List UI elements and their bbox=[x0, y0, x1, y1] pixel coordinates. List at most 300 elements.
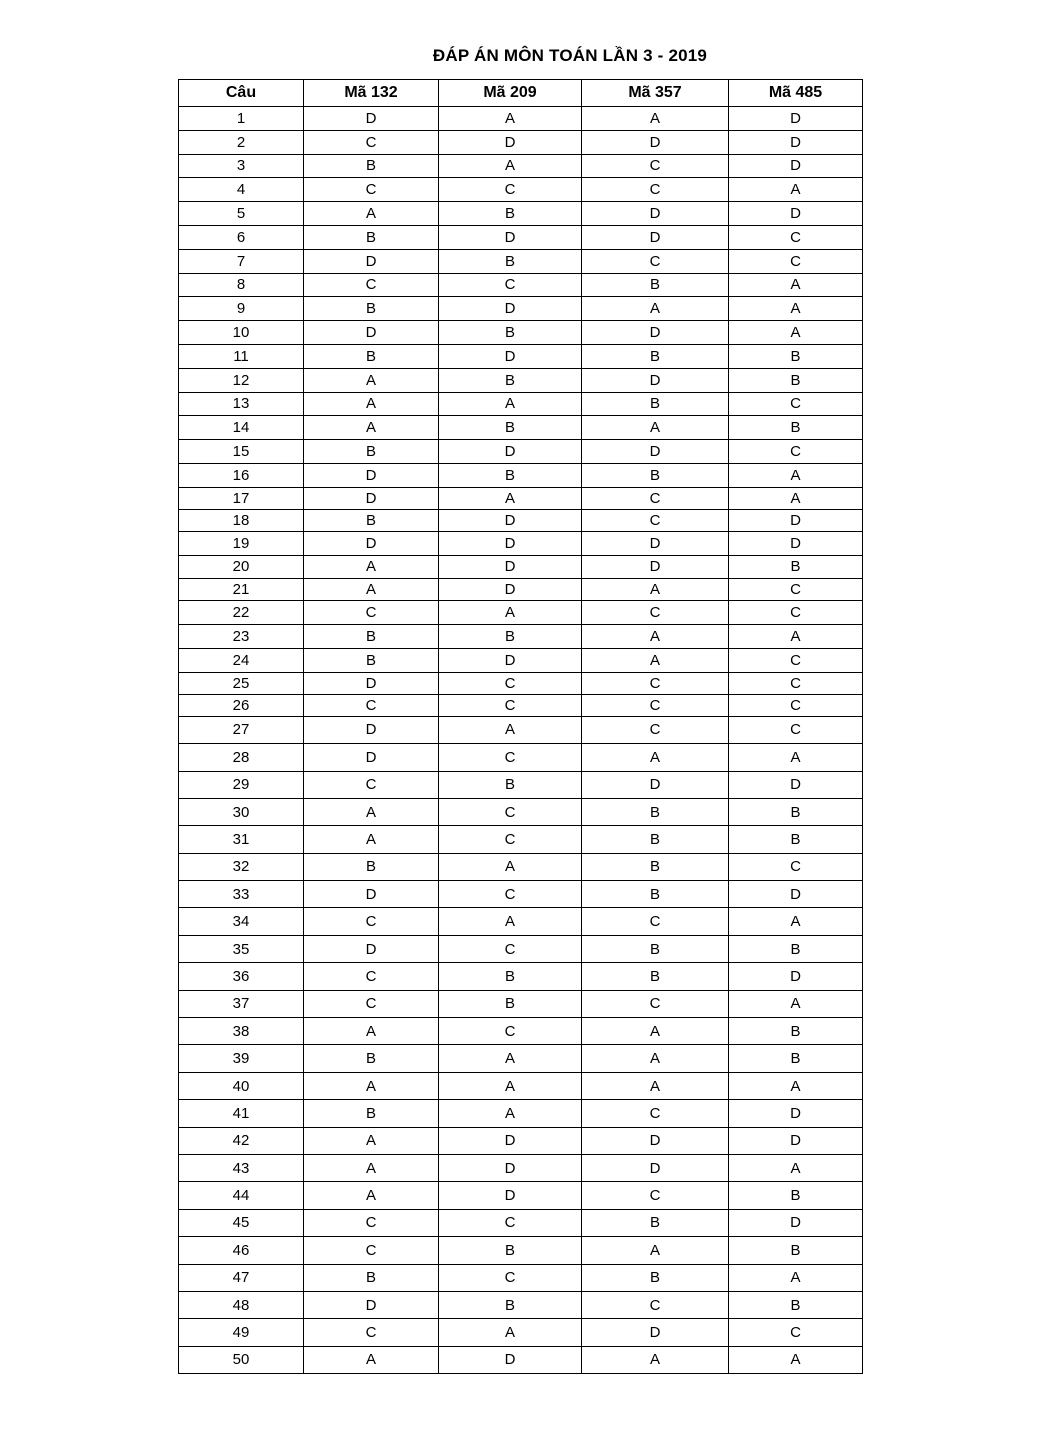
answer-ma-209: B bbox=[439, 963, 582, 990]
answer-ma-209: C bbox=[439, 744, 582, 771]
answer-ma-209: D bbox=[439, 440, 582, 464]
answer-ma-132: C bbox=[304, 1319, 439, 1346]
answer-ma-357: D bbox=[582, 225, 729, 249]
answer-ma-209: D bbox=[439, 297, 582, 321]
answer-ma-209: B bbox=[439, 1291, 582, 1318]
answer-ma-209: C bbox=[439, 178, 582, 202]
question-number: 39 bbox=[179, 1045, 304, 1072]
header-cau: Câu bbox=[179, 80, 304, 107]
question-number: 48 bbox=[179, 1291, 304, 1318]
answer-ma-485: D bbox=[729, 107, 863, 131]
answer-ma-485: A bbox=[729, 487, 863, 509]
answer-ma-209: B bbox=[439, 1237, 582, 1264]
table-row bbox=[179, 694, 863, 716]
answer-ma-485: B bbox=[729, 1237, 863, 1264]
answer-ma-132: B bbox=[304, 297, 439, 321]
answer-ma-132: C bbox=[304, 273, 439, 297]
question-number: 8 bbox=[179, 273, 304, 297]
question-number: 23 bbox=[179, 625, 304, 649]
header-ma-132: Mã 132 bbox=[304, 80, 439, 107]
answer-ma-209: D bbox=[439, 344, 582, 368]
answer-ma-209: A bbox=[439, 1319, 582, 1346]
question-number: 37 bbox=[179, 990, 304, 1017]
answer-ma-357: D bbox=[582, 1154, 729, 1181]
answer-ma-357: B bbox=[582, 853, 729, 880]
answer-ma-209: A bbox=[439, 487, 582, 509]
answer-ma-357: A bbox=[582, 648, 729, 672]
table-row bbox=[179, 601, 863, 625]
answer-ma-132: A bbox=[304, 416, 439, 440]
answer-ma-209: D bbox=[439, 1154, 582, 1181]
table-row bbox=[179, 1045, 863, 1072]
answer-ma-485: B bbox=[729, 416, 863, 440]
answer-ma-209: D bbox=[439, 648, 582, 672]
table-row bbox=[179, 1346, 863, 1373]
answer-ma-485: D bbox=[729, 1209, 863, 1236]
table-row bbox=[179, 990, 863, 1017]
answer-ma-485: A bbox=[729, 1072, 863, 1099]
question-number: 2 bbox=[179, 130, 304, 154]
answer-ma-132: D bbox=[304, 935, 439, 962]
answer-ma-132: B bbox=[304, 648, 439, 672]
answer-ma-485: A bbox=[729, 463, 863, 487]
answer-ma-132: B bbox=[304, 225, 439, 249]
answer-ma-357: A bbox=[582, 297, 729, 321]
answer-ma-132: A bbox=[304, 826, 439, 853]
table-row bbox=[179, 963, 863, 990]
answer-ma-485: D bbox=[729, 1127, 863, 1154]
question-number: 19 bbox=[179, 531, 304, 555]
answer-ma-357: B bbox=[582, 463, 729, 487]
table-row bbox=[179, 1127, 863, 1154]
question-number: 50 bbox=[179, 1346, 304, 1373]
answer-ma-132: B bbox=[304, 625, 439, 649]
answer-ma-485: C bbox=[729, 392, 863, 416]
question-number: 47 bbox=[179, 1264, 304, 1291]
answer-ma-485: B bbox=[729, 368, 863, 392]
question-number: 20 bbox=[179, 555, 304, 579]
answer-ma-209: A bbox=[439, 392, 582, 416]
answer-ma-485: C bbox=[729, 694, 863, 716]
answer-ma-209: A bbox=[439, 154, 582, 178]
question-number: 24 bbox=[179, 648, 304, 672]
answer-ma-209: A bbox=[439, 716, 582, 743]
answer-ma-485: C bbox=[729, 601, 863, 625]
answer-ma-132: C bbox=[304, 1237, 439, 1264]
answer-ma-357: B bbox=[582, 1209, 729, 1236]
table-row bbox=[179, 1209, 863, 1236]
answer-ma-132: B bbox=[304, 1264, 439, 1291]
answer-ma-357: D bbox=[582, 555, 729, 579]
answer-ma-132: D bbox=[304, 716, 439, 743]
question-number: 45 bbox=[179, 1209, 304, 1236]
answer-ma-485: C bbox=[729, 225, 863, 249]
answer-ma-209: B bbox=[439, 416, 582, 440]
page-title: ĐÁP ÁN MÔN TOÁN LẦN 3 - 2019 bbox=[432, 46, 708, 65]
answer-ma-132: A bbox=[304, 368, 439, 392]
answer-ma-485: A bbox=[729, 178, 863, 202]
table-row bbox=[179, 744, 863, 771]
answer-ma-357: C bbox=[582, 509, 729, 531]
answer-ma-485: B bbox=[729, 1045, 863, 1072]
answer-ma-132: C bbox=[304, 771, 439, 798]
table-row bbox=[179, 440, 863, 464]
answer-ma-485: D bbox=[729, 130, 863, 154]
table-row bbox=[179, 1237, 863, 1264]
answer-ma-132: D bbox=[304, 487, 439, 509]
answer-ma-132: B bbox=[304, 509, 439, 531]
answer-ma-357: C bbox=[582, 672, 729, 694]
question-number: 49 bbox=[179, 1319, 304, 1346]
table-row bbox=[179, 625, 863, 649]
table-row bbox=[179, 487, 863, 509]
answer-ma-357: C bbox=[582, 487, 729, 509]
answer-ma-357: A bbox=[582, 1237, 729, 1264]
answer-ma-485: B bbox=[729, 555, 863, 579]
answer-ma-485: C bbox=[729, 672, 863, 694]
answer-ma-132: B bbox=[304, 1100, 439, 1127]
answer-ma-132: D bbox=[304, 463, 439, 487]
answer-ma-357: A bbox=[582, 625, 729, 649]
question-number: 22 bbox=[179, 601, 304, 625]
answer-ma-357: C bbox=[582, 716, 729, 743]
table-row bbox=[179, 579, 863, 601]
question-number: 17 bbox=[179, 487, 304, 509]
answer-ma-485: D bbox=[729, 771, 863, 798]
question-number: 12 bbox=[179, 368, 304, 392]
answer-ma-209: B bbox=[439, 321, 582, 345]
table-row bbox=[179, 1072, 863, 1099]
question-number: 35 bbox=[179, 935, 304, 962]
answer-ma-209: A bbox=[439, 1045, 582, 1072]
answer-ma-485: D bbox=[729, 963, 863, 990]
answer-ma-209: D bbox=[439, 555, 582, 579]
answer-ma-209: B bbox=[439, 368, 582, 392]
answer-ma-132: B bbox=[304, 1045, 439, 1072]
answer-ma-485: A bbox=[729, 1346, 863, 1373]
answer-ma-357: B bbox=[582, 1264, 729, 1291]
answer-ma-485: D bbox=[729, 531, 863, 555]
table-row bbox=[179, 297, 863, 321]
answer-ma-485: C bbox=[729, 716, 863, 743]
answer-ma-132: C bbox=[304, 963, 439, 990]
header-ma-209: Mã 209 bbox=[439, 80, 582, 107]
answer-ma-485: A bbox=[729, 321, 863, 345]
question-number: 28 bbox=[179, 744, 304, 771]
answer-ma-485: B bbox=[729, 798, 863, 825]
answer-ma-209: B bbox=[439, 990, 582, 1017]
table-row bbox=[179, 826, 863, 853]
table-row bbox=[179, 648, 863, 672]
header-row bbox=[179, 80, 863, 107]
question-number: 36 bbox=[179, 963, 304, 990]
answer-ma-357: B bbox=[582, 881, 729, 908]
answer-ma-357: C bbox=[582, 990, 729, 1017]
answer-ma-132: D bbox=[304, 1291, 439, 1318]
answer-ma-132: A bbox=[304, 1346, 439, 1373]
answer-ma-357: C bbox=[582, 178, 729, 202]
question-number: 32 bbox=[179, 853, 304, 880]
table-row bbox=[179, 392, 863, 416]
answer-ma-132: C bbox=[304, 990, 439, 1017]
answer-ma-357: C bbox=[582, 908, 729, 935]
answer-ma-209: D bbox=[439, 531, 582, 555]
question-number: 43 bbox=[179, 1154, 304, 1181]
answer-ma-132: C bbox=[304, 178, 439, 202]
answer-ma-209: B bbox=[439, 771, 582, 798]
answer-ma-132: B bbox=[304, 344, 439, 368]
answer-ma-209: B bbox=[439, 625, 582, 649]
table-row bbox=[179, 202, 863, 226]
question-number: 5 bbox=[179, 202, 304, 226]
question-number: 21 bbox=[179, 579, 304, 601]
answer-rows bbox=[179, 107, 863, 1374]
question-number: 7 bbox=[179, 249, 304, 273]
table-row bbox=[179, 463, 863, 487]
answer-ma-357: A bbox=[582, 416, 729, 440]
answer-ma-209: C bbox=[439, 1209, 582, 1236]
answer-ma-209: C bbox=[439, 1264, 582, 1291]
answer-ma-209: A bbox=[439, 107, 582, 131]
answer-ma-357: B bbox=[582, 826, 729, 853]
table-row bbox=[179, 1100, 863, 1127]
table-row bbox=[179, 555, 863, 579]
answer-ma-485: C bbox=[729, 1319, 863, 1346]
answer-ma-357: B bbox=[582, 392, 729, 416]
question-number: 9 bbox=[179, 297, 304, 321]
answer-ma-357: A bbox=[582, 579, 729, 601]
answer-ma-357: B bbox=[582, 935, 729, 962]
answer-ma-132: A bbox=[304, 1154, 439, 1181]
answer-ma-357: D bbox=[582, 368, 729, 392]
answer-ma-132: A bbox=[304, 798, 439, 825]
table-row bbox=[179, 1182, 863, 1209]
table-row bbox=[179, 130, 863, 154]
table-row bbox=[179, 881, 863, 908]
question-number: 4 bbox=[179, 178, 304, 202]
question-number: 29 bbox=[179, 771, 304, 798]
table-row bbox=[179, 716, 863, 743]
question-number: 26 bbox=[179, 694, 304, 716]
answer-ma-209: A bbox=[439, 1100, 582, 1127]
question-number: 10 bbox=[179, 321, 304, 345]
answer-ma-357: C bbox=[582, 249, 729, 273]
answer-ma-357: A bbox=[582, 1072, 729, 1099]
answer-ma-132: A bbox=[304, 579, 439, 601]
question-number: 42 bbox=[179, 1127, 304, 1154]
answer-ma-357: A bbox=[582, 1346, 729, 1373]
table-row bbox=[179, 225, 863, 249]
header-ma-485: Mã 485 bbox=[729, 80, 863, 107]
answer-ma-357: C bbox=[582, 1100, 729, 1127]
table-row bbox=[179, 672, 863, 694]
answer-ma-132: D bbox=[304, 531, 439, 555]
answer-ma-132: C bbox=[304, 694, 439, 716]
answer-ma-357: B bbox=[582, 344, 729, 368]
table-row bbox=[179, 935, 863, 962]
answer-ma-132: D bbox=[304, 321, 439, 345]
answer-ma-357: B bbox=[582, 798, 729, 825]
table-row bbox=[179, 1291, 863, 1318]
answer-ma-357: B bbox=[582, 963, 729, 990]
question-number: 16 bbox=[179, 463, 304, 487]
answer-ma-485: A bbox=[729, 625, 863, 649]
answer-ma-132: C bbox=[304, 130, 439, 154]
question-number: 46 bbox=[179, 1237, 304, 1264]
answer-ma-209: D bbox=[439, 1182, 582, 1209]
answer-ma-357: A bbox=[582, 1045, 729, 1072]
answer-ma-357: C bbox=[582, 694, 729, 716]
answer-ma-485: D bbox=[729, 509, 863, 531]
answer-ma-357: D bbox=[582, 531, 729, 555]
answer-ma-485: C bbox=[729, 249, 863, 273]
answer-ma-357: A bbox=[582, 1018, 729, 1045]
answer-ma-485: D bbox=[729, 154, 863, 178]
answer-ma-209: D bbox=[439, 509, 582, 531]
answer-ma-132: C bbox=[304, 908, 439, 935]
answer-ma-357: D bbox=[582, 1319, 729, 1346]
answer-ma-485: A bbox=[729, 744, 863, 771]
question-number: 6 bbox=[179, 225, 304, 249]
answer-ma-485: C bbox=[729, 648, 863, 672]
answer-ma-485: B bbox=[729, 1182, 863, 1209]
answer-ma-132: A bbox=[304, 392, 439, 416]
answer-ma-357: D bbox=[582, 321, 729, 345]
question-number: 27 bbox=[179, 716, 304, 743]
answer-ma-209: C bbox=[439, 1018, 582, 1045]
answer-ma-357: A bbox=[582, 744, 729, 771]
question-number: 13 bbox=[179, 392, 304, 416]
answer-ma-357: C bbox=[582, 1291, 729, 1318]
answer-ma-485: C bbox=[729, 579, 863, 601]
answer-ma-132: A bbox=[304, 1018, 439, 1045]
table-row bbox=[179, 416, 863, 440]
answer-ma-485: C bbox=[729, 440, 863, 464]
question-number: 3 bbox=[179, 154, 304, 178]
answer-ma-485: C bbox=[729, 853, 863, 880]
answer-ma-209: D bbox=[439, 130, 582, 154]
answer-ma-485: D bbox=[729, 881, 863, 908]
answer-ma-132: D bbox=[304, 744, 439, 771]
table-row bbox=[179, 531, 863, 555]
question-number: 31 bbox=[179, 826, 304, 853]
answer-key-table bbox=[178, 79, 863, 1374]
answer-ma-485: A bbox=[729, 1154, 863, 1181]
answer-ma-209: C bbox=[439, 935, 582, 962]
answer-ma-485: B bbox=[729, 935, 863, 962]
answer-ma-209: C bbox=[439, 672, 582, 694]
question-number: 11 bbox=[179, 344, 304, 368]
answer-ma-132: B bbox=[304, 853, 439, 880]
table-row bbox=[179, 1018, 863, 1045]
answer-ma-209: B bbox=[439, 463, 582, 487]
answer-ma-132: D bbox=[304, 881, 439, 908]
answer-ma-485: A bbox=[729, 990, 863, 1017]
table-row bbox=[179, 509, 863, 531]
table-row bbox=[179, 249, 863, 273]
question-number: 14 bbox=[179, 416, 304, 440]
table-row bbox=[179, 273, 863, 297]
answer-ma-209: D bbox=[439, 1346, 582, 1373]
answer-ma-357: D bbox=[582, 440, 729, 464]
question-number: 41 bbox=[179, 1100, 304, 1127]
answer-ma-485: A bbox=[729, 297, 863, 321]
answer-ma-209: C bbox=[439, 798, 582, 825]
question-number: 34 bbox=[179, 908, 304, 935]
answer-ma-485: A bbox=[729, 1264, 863, 1291]
answer-ma-132: D bbox=[304, 107, 439, 131]
answer-ma-209: A bbox=[439, 601, 582, 625]
table-row bbox=[179, 1319, 863, 1346]
answer-ma-209: D bbox=[439, 225, 582, 249]
answer-ma-132: C bbox=[304, 601, 439, 625]
answer-ma-357: D bbox=[582, 771, 729, 798]
table-row bbox=[179, 178, 863, 202]
answer-ma-132: A bbox=[304, 202, 439, 226]
header-ma-357: Mã 357 bbox=[582, 80, 729, 107]
answer-ma-357: C bbox=[582, 1182, 729, 1209]
table-row bbox=[179, 1264, 863, 1291]
question-number: 25 bbox=[179, 672, 304, 694]
answer-ma-357: C bbox=[582, 154, 729, 178]
answer-ma-485: B bbox=[729, 344, 863, 368]
question-number: 30 bbox=[179, 798, 304, 825]
table-row bbox=[179, 771, 863, 798]
table-row bbox=[179, 321, 863, 345]
answer-ma-485: B bbox=[729, 1291, 863, 1318]
answer-ma-357: D bbox=[582, 1127, 729, 1154]
answer-ma-485: B bbox=[729, 826, 863, 853]
answer-ma-209: B bbox=[439, 249, 582, 273]
answer-ma-485: A bbox=[729, 273, 863, 297]
question-number: 40 bbox=[179, 1072, 304, 1099]
answer-ma-132: B bbox=[304, 154, 439, 178]
question-number: 15 bbox=[179, 440, 304, 464]
answer-ma-132: C bbox=[304, 1209, 439, 1236]
answer-ma-132: D bbox=[304, 249, 439, 273]
answer-ma-209: A bbox=[439, 908, 582, 935]
answer-ma-357: A bbox=[582, 107, 729, 131]
question-number: 38 bbox=[179, 1018, 304, 1045]
answer-ma-132: D bbox=[304, 672, 439, 694]
answer-ma-485: D bbox=[729, 202, 863, 226]
answer-ma-485: A bbox=[729, 908, 863, 935]
answer-ma-357: C bbox=[582, 601, 729, 625]
question-number: 1 bbox=[179, 107, 304, 131]
answer-ma-357: D bbox=[582, 130, 729, 154]
answer-ma-209: D bbox=[439, 579, 582, 601]
table-row bbox=[179, 908, 863, 935]
answer-ma-209: C bbox=[439, 826, 582, 853]
answer-ma-132: A bbox=[304, 1182, 439, 1209]
answer-ma-132: A bbox=[304, 1127, 439, 1154]
answer-ma-209: C bbox=[439, 881, 582, 908]
answer-ma-132: B bbox=[304, 440, 439, 464]
answer-ma-209: C bbox=[439, 694, 582, 716]
answer-ma-132: A bbox=[304, 555, 439, 579]
table-row bbox=[179, 344, 863, 368]
table-row bbox=[179, 368, 863, 392]
answer-ma-209: D bbox=[439, 1127, 582, 1154]
answer-ma-209: A bbox=[439, 1072, 582, 1099]
question-number: 33 bbox=[179, 881, 304, 908]
answer-ma-485: D bbox=[729, 1100, 863, 1127]
question-number: 18 bbox=[179, 509, 304, 531]
answer-ma-357: D bbox=[582, 202, 729, 226]
table-row bbox=[179, 154, 863, 178]
table-row bbox=[179, 107, 863, 131]
answer-ma-209: A bbox=[439, 853, 582, 880]
